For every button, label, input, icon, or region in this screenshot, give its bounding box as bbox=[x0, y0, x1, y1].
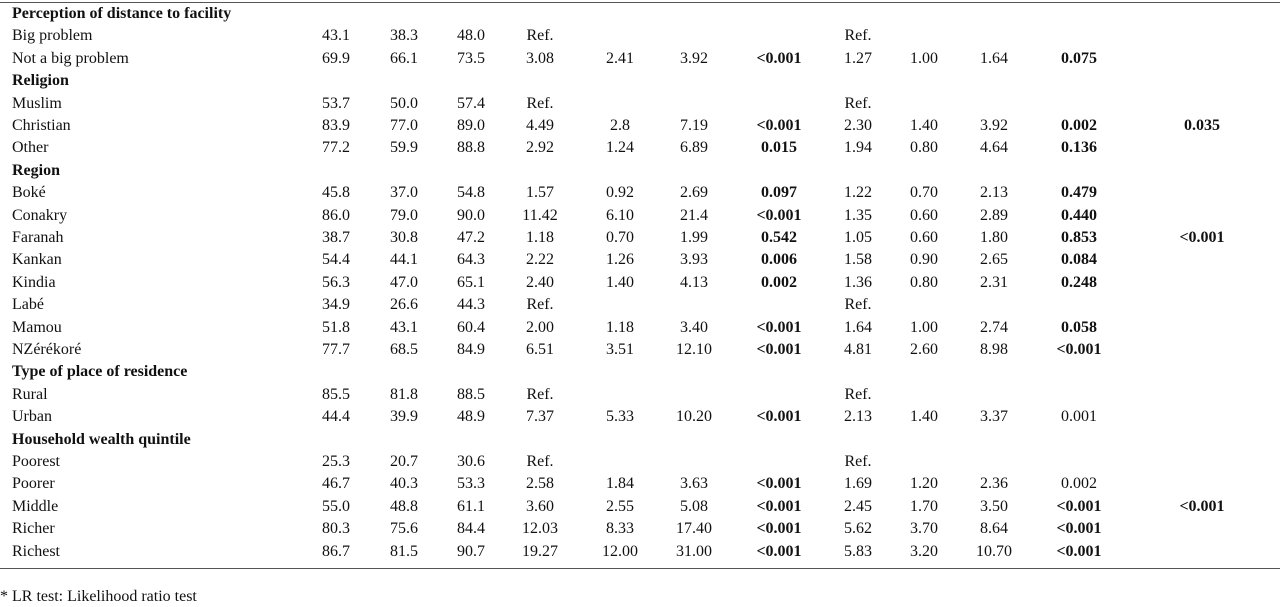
table-cell: 6.89 bbox=[680, 139, 708, 157]
table-cell: 0.542 bbox=[761, 229, 797, 246]
table-cell: <0.001 bbox=[1056, 542, 1102, 560]
table-cell: 1.64 bbox=[844, 318, 872, 336]
table-cell: 26.6 bbox=[390, 296, 418, 314]
table-cell: 12.10 bbox=[676, 341, 712, 358]
table-cell: 2.31 bbox=[980, 273, 1008, 291]
table-cell: Ref. bbox=[526, 296, 554, 314]
table-cell: 2.13 bbox=[980, 184, 1008, 202]
table-cell: 1.18 bbox=[526, 229, 554, 246]
table-cell: 1.22 bbox=[844, 184, 872, 202]
table-cell: 47.0 bbox=[390, 273, 418, 291]
table-cell: 0.92 bbox=[606, 184, 634, 202]
table-cell: 30.6 bbox=[457, 453, 485, 470]
table-cell: Ref. bbox=[844, 94, 872, 112]
row-label: NZérékoré bbox=[12, 341, 82, 358]
table-cell: 3.40 bbox=[680, 318, 708, 336]
table-cell: 48.9 bbox=[457, 408, 485, 426]
table-cell: Ref. bbox=[844, 27, 872, 45]
table-cell: 2.41 bbox=[606, 49, 634, 67]
table-cell: 53.7 bbox=[322, 94, 350, 112]
table-cell: 1.26 bbox=[606, 251, 634, 269]
table-row bbox=[0, 339, 1280, 361]
table-cell: Ref. bbox=[526, 385, 554, 403]
table-cell: 12.00 bbox=[602, 542, 638, 560]
table-row bbox=[0, 48, 1280, 70]
table-row bbox=[0, 182, 1280, 204]
table-cell: 4.64 bbox=[980, 139, 1008, 157]
table-cell: 20.7 bbox=[390, 453, 418, 470]
table-cell: 60.4 bbox=[457, 318, 485, 336]
table-cell: 2.58 bbox=[526, 475, 554, 493]
table-cell: 0.084 bbox=[1061, 251, 1097, 269]
table-cell: 31.00 bbox=[676, 542, 712, 560]
table-cell: <0.001 bbox=[756, 341, 802, 358]
table-cell: 25.3 bbox=[322, 453, 350, 470]
row-label: Poorest bbox=[12, 453, 60, 470]
table-cell: Ref. bbox=[526, 453, 554, 470]
table-cell: 2.45 bbox=[844, 497, 872, 515]
row-label: Conakry bbox=[12, 206, 68, 224]
table-cell: 2.74 bbox=[980, 318, 1008, 336]
table-cell: 1.24 bbox=[606, 139, 634, 157]
table-cell: 1.00 bbox=[910, 49, 938, 67]
table-cell: Ref. bbox=[844, 296, 872, 314]
table-cell: 4.81 bbox=[844, 341, 872, 358]
table-cell: 81.8 bbox=[390, 385, 418, 403]
table-row bbox=[0, 93, 1280, 115]
table-cell: 5.08 bbox=[680, 497, 708, 515]
table-cell: 6.51 bbox=[526, 341, 554, 358]
table-row bbox=[0, 25, 1280, 47]
table-cell: 1.58 bbox=[844, 251, 872, 269]
table-cell: 88.8 bbox=[457, 139, 485, 157]
table-cell: 79.0 bbox=[390, 206, 418, 224]
table-cell: 7.19 bbox=[680, 117, 708, 134]
row-label: Kindia bbox=[12, 273, 56, 291]
table-cell: 2.65 bbox=[980, 251, 1008, 269]
table-cell: 0.002 bbox=[761, 273, 797, 291]
table-cell: 4.13 bbox=[680, 273, 708, 291]
table-cell: 3.92 bbox=[980, 117, 1008, 134]
table-cell: 7.37 bbox=[526, 408, 554, 426]
table-cell: 1.57 bbox=[526, 184, 554, 202]
table-cell: 46.7 bbox=[322, 475, 350, 493]
table-cell: 48.0 bbox=[457, 27, 485, 45]
table-cell: 10.70 bbox=[976, 542, 1012, 560]
section-title: Region bbox=[12, 161, 60, 179]
table-cell: 73.5 bbox=[457, 49, 485, 67]
table-cell: 44.3 bbox=[457, 296, 485, 314]
table-row bbox=[0, 227, 1280, 249]
table-row bbox=[0, 249, 1280, 271]
table-cell: 44.1 bbox=[390, 251, 418, 269]
table-cell: 80.3 bbox=[322, 520, 350, 538]
table-cell: 12.03 bbox=[522, 520, 558, 538]
section-header-row bbox=[0, 361, 1280, 383]
table-cell: 44.4 bbox=[322, 408, 350, 426]
table-cell: 0.097 bbox=[761, 184, 797, 202]
table-cell: 0.248 bbox=[1061, 273, 1097, 291]
section-title: Religion bbox=[12, 72, 69, 90]
table-cell: 1.84 bbox=[606, 475, 634, 493]
row-label: Rural bbox=[12, 385, 48, 403]
table-cell: 8.33 bbox=[606, 520, 634, 538]
table-cell: 77.7 bbox=[322, 341, 350, 358]
table-cell: 0.006 bbox=[761, 251, 797, 269]
table-cell: 11.42 bbox=[522, 206, 558, 224]
table-cell: 1.94 bbox=[844, 139, 872, 157]
table-cell: 1.05 bbox=[844, 229, 872, 246]
table-cell: 3.63 bbox=[680, 475, 708, 493]
table-cell: 0.479 bbox=[1061, 184, 1097, 202]
table-cell: 45.8 bbox=[322, 184, 350, 202]
table-cell: 85.5 bbox=[322, 385, 350, 403]
table-cell: 0.001 bbox=[1061, 408, 1097, 426]
table-cell: 0.075 bbox=[1061, 49, 1097, 67]
table-cell: 3.93 bbox=[680, 251, 708, 269]
section-header-row bbox=[0, 429, 1280, 451]
table-cell: <0.001 bbox=[756, 520, 802, 538]
table-cell: 1.80 bbox=[980, 229, 1008, 246]
table-cell: 3.92 bbox=[680, 49, 708, 67]
table-cell: 75.6 bbox=[390, 520, 418, 538]
table-cell: 2.22 bbox=[526, 251, 554, 269]
table-cell: 1.40 bbox=[910, 117, 938, 134]
table-cell: 77.0 bbox=[390, 117, 418, 134]
table-cell: 8.98 bbox=[980, 341, 1008, 358]
table-cell: 64.3 bbox=[457, 251, 485, 269]
table-cell: <0.001 bbox=[1179, 497, 1225, 515]
table-cell: 1.40 bbox=[910, 408, 938, 426]
table-cell: 47.2 bbox=[457, 229, 485, 246]
table-cell: 2.69 bbox=[680, 184, 708, 202]
table-cell: 1.35 bbox=[844, 206, 872, 224]
table-cell: 37.0 bbox=[390, 184, 418, 202]
table-cell: <0.001 bbox=[1056, 341, 1102, 358]
table-cell: 1.27 bbox=[844, 49, 872, 67]
table-cell: 38.3 bbox=[390, 27, 418, 45]
table-cell: 0.440 bbox=[1061, 206, 1097, 224]
table-cell: 2.60 bbox=[910, 341, 938, 358]
table-cell: 2.89 bbox=[980, 206, 1008, 224]
table-cell: 0.058 bbox=[1061, 318, 1097, 336]
table-cell: 5.33 bbox=[606, 408, 634, 426]
table-cell: Ref. bbox=[844, 453, 872, 470]
table-cell: 38.7 bbox=[322, 229, 350, 246]
table-cell: 55.0 bbox=[322, 497, 350, 515]
table-cell: 2.36 bbox=[980, 475, 1008, 493]
section-title: Type of place of residence bbox=[12, 363, 188, 381]
table-cell: <0.001 bbox=[756, 117, 802, 134]
table-cell: 2.30 bbox=[844, 117, 872, 134]
table-cell: 3.20 bbox=[910, 542, 938, 560]
table-cell: <0.001 bbox=[1056, 497, 1102, 515]
section-header-row bbox=[0, 160, 1280, 182]
table-cell: 81.5 bbox=[390, 542, 418, 560]
table-row bbox=[0, 518, 1280, 540]
table-cell: 2.92 bbox=[526, 139, 554, 157]
row-label: Faranah bbox=[12, 229, 64, 246]
row-label: Other bbox=[12, 139, 49, 157]
table-footnote: * LR test: Likelihood ratio test bbox=[0, 588, 197, 605]
table-cell: 2.13 bbox=[844, 408, 872, 426]
table-cell: 0.90 bbox=[910, 251, 938, 269]
table-cell: 51.8 bbox=[322, 318, 350, 336]
table-row bbox=[0, 272, 1280, 294]
table-cell: 19.27 bbox=[522, 542, 558, 560]
row-label: Urban bbox=[12, 408, 52, 426]
table-cell: 50.0 bbox=[390, 94, 418, 112]
row-label: Boké bbox=[12, 184, 46, 202]
table-row bbox=[0, 496, 1280, 518]
table-cell: 0.70 bbox=[606, 229, 634, 246]
table-cell: <0.001 bbox=[756, 475, 802, 493]
table-cell: 89.0 bbox=[457, 117, 485, 134]
table-cell: 86.7 bbox=[322, 542, 350, 560]
table-cell: <0.001 bbox=[756, 497, 802, 515]
table-cell: 5.62 bbox=[844, 520, 872, 538]
row-label: Richest bbox=[12, 542, 60, 560]
table-cell: 84.9 bbox=[457, 341, 485, 358]
table-cell: 65.1 bbox=[457, 273, 485, 291]
table-cell: 2.00 bbox=[526, 318, 554, 336]
row-label: Labé bbox=[12, 296, 44, 314]
table-cell: 86.0 bbox=[322, 206, 350, 224]
table-cell: 39.9 bbox=[390, 408, 418, 426]
table-row bbox=[0, 384, 1280, 406]
table-cell: 88.5 bbox=[457, 385, 485, 403]
table-cell: 8.64 bbox=[980, 520, 1008, 538]
table-cell: 84.4 bbox=[457, 520, 485, 538]
section-header-row bbox=[0, 70, 1280, 92]
row-label: Richer bbox=[12, 520, 55, 538]
table-cell: 83.9 bbox=[322, 117, 350, 134]
table-cell: 1.36 bbox=[844, 273, 872, 291]
table-cell: 3.50 bbox=[980, 497, 1008, 515]
row-label: Muslim bbox=[12, 94, 62, 112]
table-cell: 0.60 bbox=[910, 229, 938, 246]
table-cell: 17.40 bbox=[676, 520, 712, 538]
section-header-row bbox=[0, 3, 1280, 25]
table-row bbox=[0, 137, 1280, 159]
table-cell: 1.40 bbox=[606, 273, 634, 291]
table-cell: 53.3 bbox=[457, 475, 485, 493]
table-cell: 68.5 bbox=[390, 341, 418, 358]
table-cell: 2.55 bbox=[606, 497, 634, 515]
table-cell: 56.3 bbox=[322, 273, 350, 291]
table-cell: 0.80 bbox=[910, 273, 938, 291]
table-cell: 0.70 bbox=[910, 184, 938, 202]
table-cell: 1.64 bbox=[980, 49, 1008, 67]
table-cell: 90.7 bbox=[457, 542, 485, 560]
table-cell: 6.10 bbox=[606, 206, 634, 224]
row-label: Poorer bbox=[12, 475, 55, 493]
table-cell: 10.20 bbox=[676, 408, 712, 426]
table-cell: 0.035 bbox=[1184, 117, 1220, 134]
table-cell: 3.08 bbox=[526, 49, 554, 67]
table-cell: 4.49 bbox=[526, 117, 554, 134]
table-cell: <0.001 bbox=[756, 408, 802, 426]
table-cell: 34.9 bbox=[322, 296, 350, 314]
table-cell: 57.4 bbox=[457, 94, 485, 112]
row-label: Kankan bbox=[12, 251, 62, 269]
table-row bbox=[0, 406, 1280, 428]
table-cell: 0.80 bbox=[910, 139, 938, 157]
table-cell: 90.0 bbox=[457, 206, 485, 224]
table-cell: 43.1 bbox=[322, 27, 350, 45]
table-cell: 0.136 bbox=[1061, 139, 1097, 157]
table-cell: 1.70 bbox=[910, 497, 938, 515]
section-title: Perception of distance to facility bbox=[12, 5, 232, 22]
table-row bbox=[0, 115, 1280, 137]
row-label: Christian bbox=[12, 117, 71, 134]
table-cell: 3.51 bbox=[606, 341, 634, 358]
table-cell: 3.60 bbox=[526, 497, 554, 515]
table-row bbox=[0, 451, 1280, 473]
table-cell: 2.8 bbox=[610, 117, 630, 134]
table-cell: <0.001 bbox=[756, 206, 802, 224]
table-cell: 66.1 bbox=[390, 49, 418, 67]
table-cell: 48.8 bbox=[390, 497, 418, 515]
table-cell: 40.3 bbox=[390, 475, 418, 493]
table-row bbox=[0, 541, 1280, 563]
table-cell: 30.8 bbox=[390, 229, 418, 246]
table-cell: <0.001 bbox=[1056, 520, 1102, 538]
table-cell: 0.015 bbox=[761, 139, 797, 157]
table-cell: <0.001 bbox=[756, 542, 802, 560]
table-cell: Ref. bbox=[844, 385, 872, 403]
table-cell: 1.69 bbox=[844, 475, 872, 493]
table-row bbox=[0, 294, 1280, 316]
row-label: Middle bbox=[12, 497, 59, 515]
table-cell: 69.9 bbox=[322, 49, 350, 67]
table-cell: 54.4 bbox=[322, 251, 350, 269]
table-cell: 1.18 bbox=[606, 318, 634, 336]
table-row bbox=[0, 317, 1280, 339]
table-cell: 0.002 bbox=[1061, 117, 1097, 134]
table-cell: 0.853 bbox=[1061, 229, 1097, 246]
table-cell: <0.001 bbox=[1179, 229, 1225, 246]
table-cell: Ref. bbox=[526, 94, 554, 112]
table-cell: <0.001 bbox=[756, 49, 802, 67]
row-label: Big problem bbox=[12, 27, 93, 45]
table-cell: 43.1 bbox=[390, 318, 418, 336]
table-cell: 0.60 bbox=[910, 206, 938, 224]
table-cell: 2.40 bbox=[526, 273, 554, 291]
table-cell: <0.001 bbox=[756, 318, 802, 336]
table-cell: 59.9 bbox=[390, 139, 418, 157]
table-cell: 1.00 bbox=[910, 318, 938, 336]
table-cell: 77.2 bbox=[322, 139, 350, 157]
table-row bbox=[0, 205, 1280, 227]
table-cell: 3.37 bbox=[980, 408, 1008, 426]
row-label: Mamou bbox=[12, 318, 62, 336]
table-cell: 61.1 bbox=[457, 497, 485, 515]
table-cell: 1.99 bbox=[680, 229, 708, 246]
table-cell: 5.83 bbox=[844, 542, 872, 560]
table-cell: 3.70 bbox=[910, 520, 938, 538]
table-cell: 21.4 bbox=[680, 206, 708, 224]
table-cell: Ref. bbox=[526, 27, 554, 45]
row-label: Not a big problem bbox=[12, 49, 129, 67]
table-cell: 54.8 bbox=[457, 184, 485, 202]
section-title: Household wealth quintile bbox=[12, 430, 191, 448]
table-bottom-rule bbox=[0, 568, 1280, 569]
table-row bbox=[0, 473, 1280, 495]
table-cell: 1.20 bbox=[910, 475, 938, 493]
table-cell: 0.002 bbox=[1061, 475, 1097, 493]
